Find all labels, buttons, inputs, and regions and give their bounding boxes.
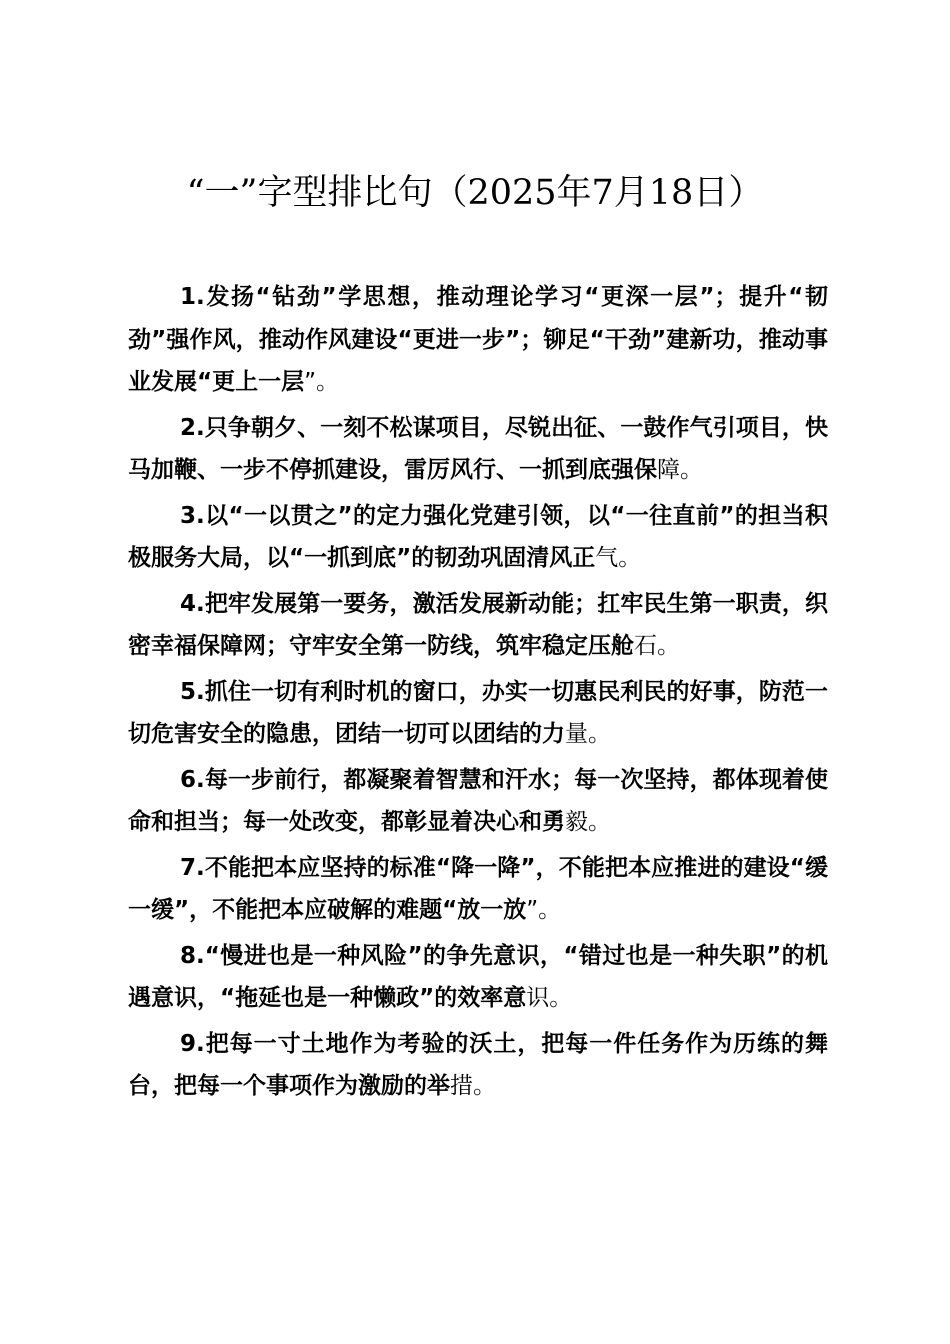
paragraph-6 <box>128 759 828 844</box>
paragraph-ending: 石。 <box>634 633 680 659</box>
paragraph-ending: 障。 <box>657 457 703 483</box>
paragraph-1 <box>128 276 828 404</box>
paragraph-text: 4.把牢发展第一要务，激活发展新动能；扛牢民生第一职责，织密幸福保障网；守牢安全第一防线，筑牢稳定压舱 <box>128 590 828 659</box>
paragraph-text: 7.不能把本应坚持的标准“降一降”，不能把本应推进的建设“缓一缓”，不能把本应破解的难题“放一放 <box>128 854 828 923</box>
paragraph-text: 8.“慢进也是一种风险”的争先意识，“错过也是一种失职”的机遇意识，“拖延也是一种懒政”的效率意 <box>128 942 828 1011</box>
paragraph-text: 9.把每一寸土地作为考验的沃土，把每一件任务作为历练的舞台，把每一个事项作为激励的举 <box>128 1030 828 1099</box>
paragraph-ending: ”。 <box>304 369 340 395</box>
paragraph-2 <box>128 407 828 492</box>
paragraph-ending: 措。 <box>450 1073 496 1099</box>
paragraph-5 <box>128 671 828 756</box>
paragraph-text: 6.每一步前行，都凝聚着智慧和汗水；每一次坚持，都体现着使命和担当；每一处改变，都彰显着决心和勇 <box>128 766 828 835</box>
paragraph-ending: 识。 <box>526 985 573 1011</box>
paragraph-text: 1.发扬“钻劲”学思想，推动理论学习“更深一层”；提升“韧劲”强作风，推动作风建设“更进一步”；铆足“干劲”建新功，推动事业发展“更上一层 <box>128 284 828 395</box>
paragraph-text: 5.抓住一切有利时机的窗口，办实一切惠民利民的好事，防范一切危害安全的隐患，团结一切可以团结的力 <box>128 678 828 747</box>
paragraph-4 <box>128 583 828 668</box>
paragraph-text: 2.只争朝夕、一刻不松谋项目，尽锐出征、一鼓作气引项目，快马加鞭、一步不停抓建设，雷厉风行、一抓到底强保 <box>128 414 828 483</box>
paragraph-ending: 量。 <box>565 721 611 747</box>
paragraph-ending: 气。 <box>595 545 642 571</box>
paragraph-ending: 毅。 <box>565 809 611 835</box>
paragraph-7 <box>128 847 828 932</box>
paragraph-8 <box>128 935 828 1020</box>
paragraph-text: 3.以“一以贯之”的定力强化党建引领，以“一往直前”的担当积极服务大局，以“一抓到底”的韧劲巩固清风正 <box>128 502 828 571</box>
document-body <box>128 276 828 1108</box>
paragraph-ending: ”。 <box>526 897 562 923</box>
paragraph-9 <box>128 1023 828 1108</box>
paragraph-3 <box>128 495 828 580</box>
document-title: “一”字型排比句（2025年7月18日） <box>186 173 764 213</box>
